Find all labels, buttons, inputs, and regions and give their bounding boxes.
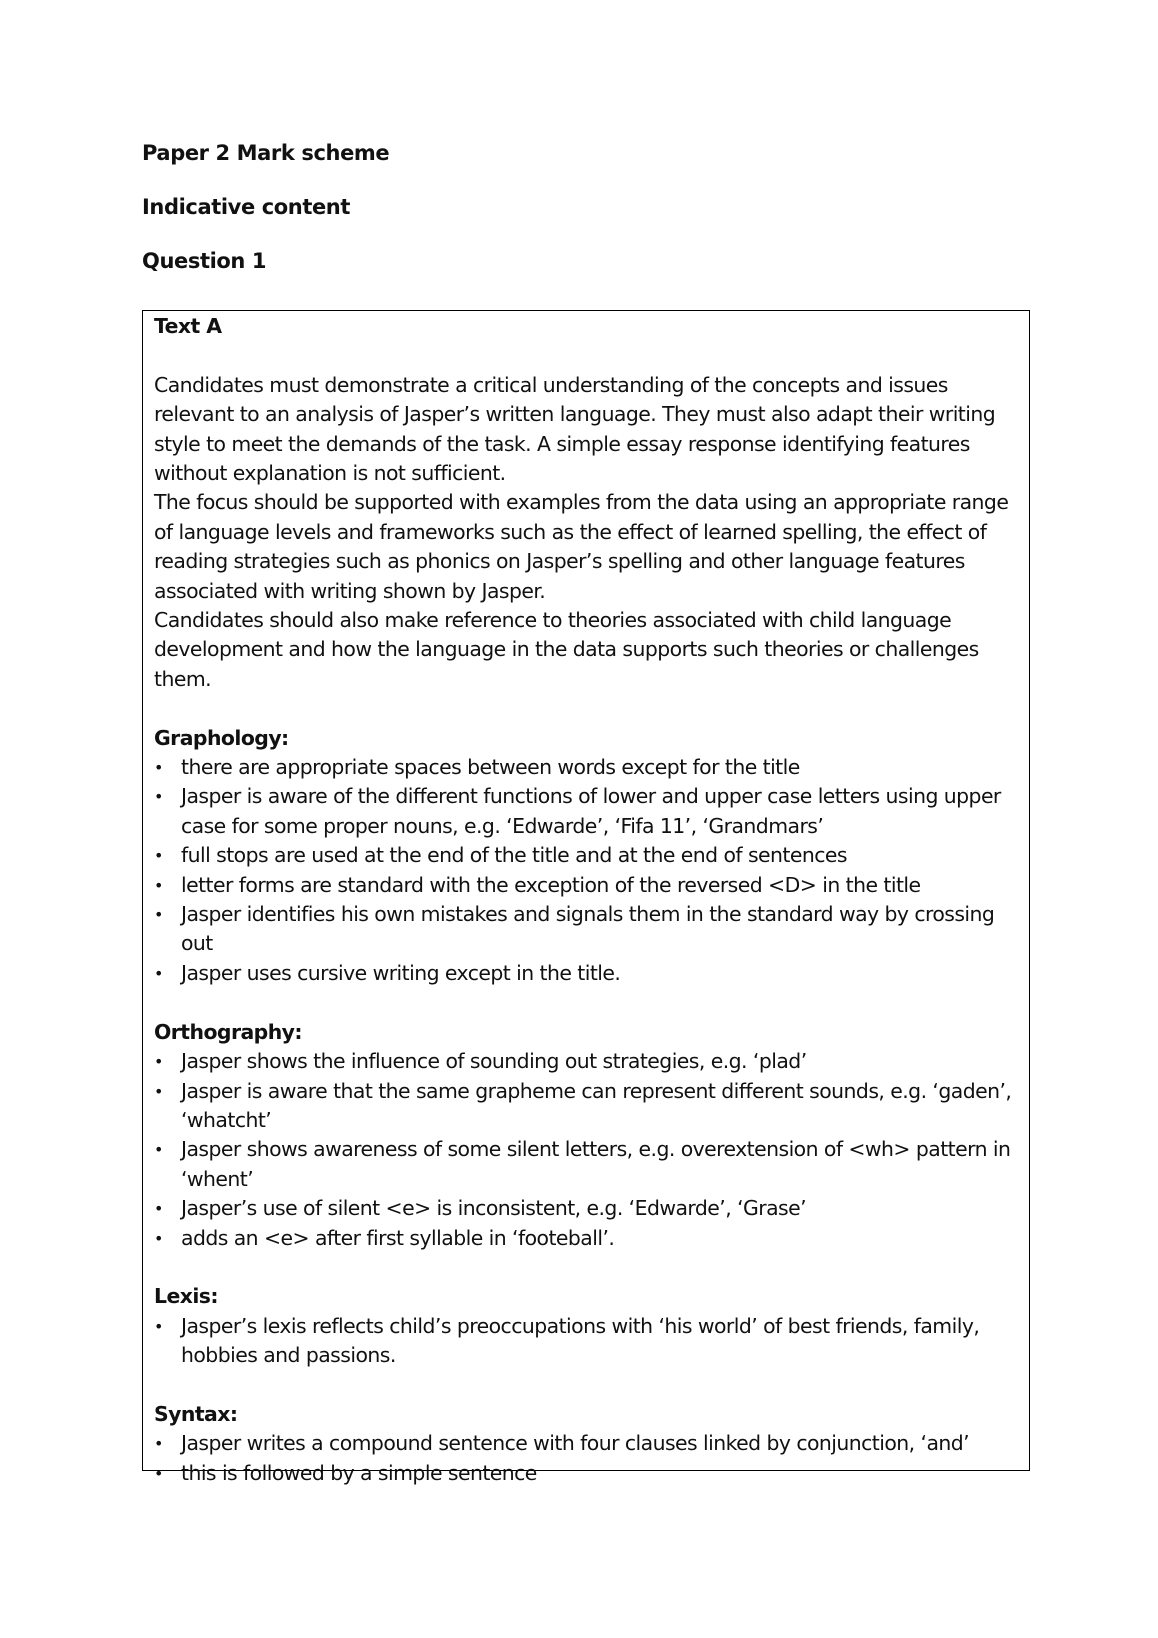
list-item bbox=[154, 1077, 1019, 1136]
box-title: Text A bbox=[154, 314, 222, 338]
list-item-text: Jasper is aware of the different functions of lower and upper case letters using upper case for some proper nouns, e.g. ‘Edwarde’, ‘Fifa 11’, ‘Grandmars’ bbox=[181, 784, 1001, 838]
bullet-icon: • bbox=[154, 1316, 163, 1336]
bullet-icon: • bbox=[154, 846, 163, 866]
list-item-text: Jasper’s use of silent <e> is inconsistent, e.g. ‘Edwarde’, ‘Grase’ bbox=[181, 1196, 807, 1221]
section-title: Lexis: bbox=[154, 1284, 218, 1309]
section-syntax bbox=[154, 1400, 1019, 1488]
bullet-icon: • bbox=[154, 1140, 163, 1160]
bullet-list bbox=[154, 1429, 1019, 1488]
list-item-text: letter forms are standard with the exception of the reversed <D> in the title bbox=[181, 872, 921, 897]
list-item-text: Jasper is aware that the same grapheme can represent different sounds, e.g. ‘gaden’, ‘whatcht’ bbox=[181, 1078, 1012, 1132]
list-item-text: Jasper shows awareness of some silent letters, e.g. overextension of <wh> pattern in ‘whent’ bbox=[181, 1137, 1011, 1191]
bullet-icon: • bbox=[154, 1199, 163, 1219]
bullet-icon: • bbox=[154, 1434, 163, 1454]
list-item bbox=[154, 1459, 1019, 1488]
list-item bbox=[154, 753, 1019, 782]
list-item-text: Jasper shows the influence of sounding out strategies, e.g. ‘plad’ bbox=[181, 1049, 807, 1074]
bullet-icon: • bbox=[154, 1052, 163, 1072]
document-subtitle: Indicative content bbox=[142, 195, 350, 219]
section-lexis bbox=[154, 1282, 1019, 1370]
section-title: Syntax: bbox=[154, 1401, 238, 1426]
bullet-icon: • bbox=[154, 1463, 163, 1483]
list-item-text: adds an <e> after first syllable in ‘footeball’. bbox=[181, 1225, 615, 1250]
bullet-icon: • bbox=[154, 905, 163, 925]
section-title: Graphology: bbox=[154, 725, 289, 750]
list-item-text: full stops are used at the end of the title and at the end of sentences bbox=[181, 843, 847, 868]
bullet-icon: • bbox=[154, 963, 163, 983]
intro-paragraph: The focus should be supported with examples from the data using an appropriate range of language levels and frameworks such as the effect of learned spelling, the effect of reading strategies such as phonics on Jasper’s spelling and other language features associated with writing shown by Jasper. bbox=[154, 490, 1009, 603]
bullet-icon: • bbox=[154, 1228, 163, 1248]
list-item bbox=[154, 900, 1019, 959]
list-item bbox=[154, 959, 1019, 988]
list-item bbox=[154, 871, 1019, 900]
intro-paragraph: Candidates must demonstrate a critical understanding of the concepts and issues relevant to an analysis of Jasper’s written language. They must also adapt their writing style to meet the demands of the task. A simple essay response identifying features without explanation is not sufficient. bbox=[154, 372, 996, 485]
list-item bbox=[154, 1135, 1019, 1194]
bullet-icon: • bbox=[154, 758, 163, 778]
list-item bbox=[154, 841, 1019, 870]
intro-paragraph: Candidates should also make reference to theories associated with child language development and how the language in the data supports such theories or challenges them. bbox=[154, 608, 979, 691]
bullet-icon: • bbox=[154, 1081, 163, 1101]
list-item bbox=[154, 782, 1019, 841]
intro-text bbox=[154, 371, 1019, 694]
list-item-text: Jasper writes a compound sentence with four clauses linked by conjunction, ‘and’ bbox=[181, 1431, 970, 1456]
document-title: Paper 2 Mark scheme bbox=[142, 141, 390, 165]
list-item bbox=[154, 1224, 1019, 1253]
list-item bbox=[154, 1047, 1019, 1076]
list-item-text: Jasper uses cursive writing except in the title. bbox=[181, 960, 621, 985]
list-item-text: there are appropriate spaces between words except for the title bbox=[181, 755, 800, 780]
bullet-list bbox=[154, 753, 1019, 988]
section-graphology bbox=[154, 724, 1019, 989]
list-item bbox=[154, 1194, 1019, 1223]
section-orthography bbox=[154, 1018, 1019, 1253]
bullet-icon: • bbox=[154, 787, 163, 807]
list-item-text: Jasper’s lexis reflects child’s preoccupations with ‘his world’ of best friends, family, hobbies and passions. bbox=[181, 1313, 980, 1368]
section-title: Orthography: bbox=[154, 1019, 303, 1044]
question-heading: Question 1 bbox=[142, 249, 267, 273]
bullet-list bbox=[154, 1312, 1019, 1371]
list-item bbox=[154, 1429, 1019, 1458]
list-item-text: this is followed by a simple sentence bbox=[181, 1460, 537, 1485]
list-item bbox=[154, 1312, 1019, 1371]
indicative-content-box bbox=[142, 310, 1030, 1485]
list-item-text: Jasper identifies his own mistakes and signals them in the standard way by crossing out bbox=[181, 902, 995, 956]
bullet-icon: • bbox=[154, 875, 163, 895]
bullet-list bbox=[154, 1047, 1019, 1253]
